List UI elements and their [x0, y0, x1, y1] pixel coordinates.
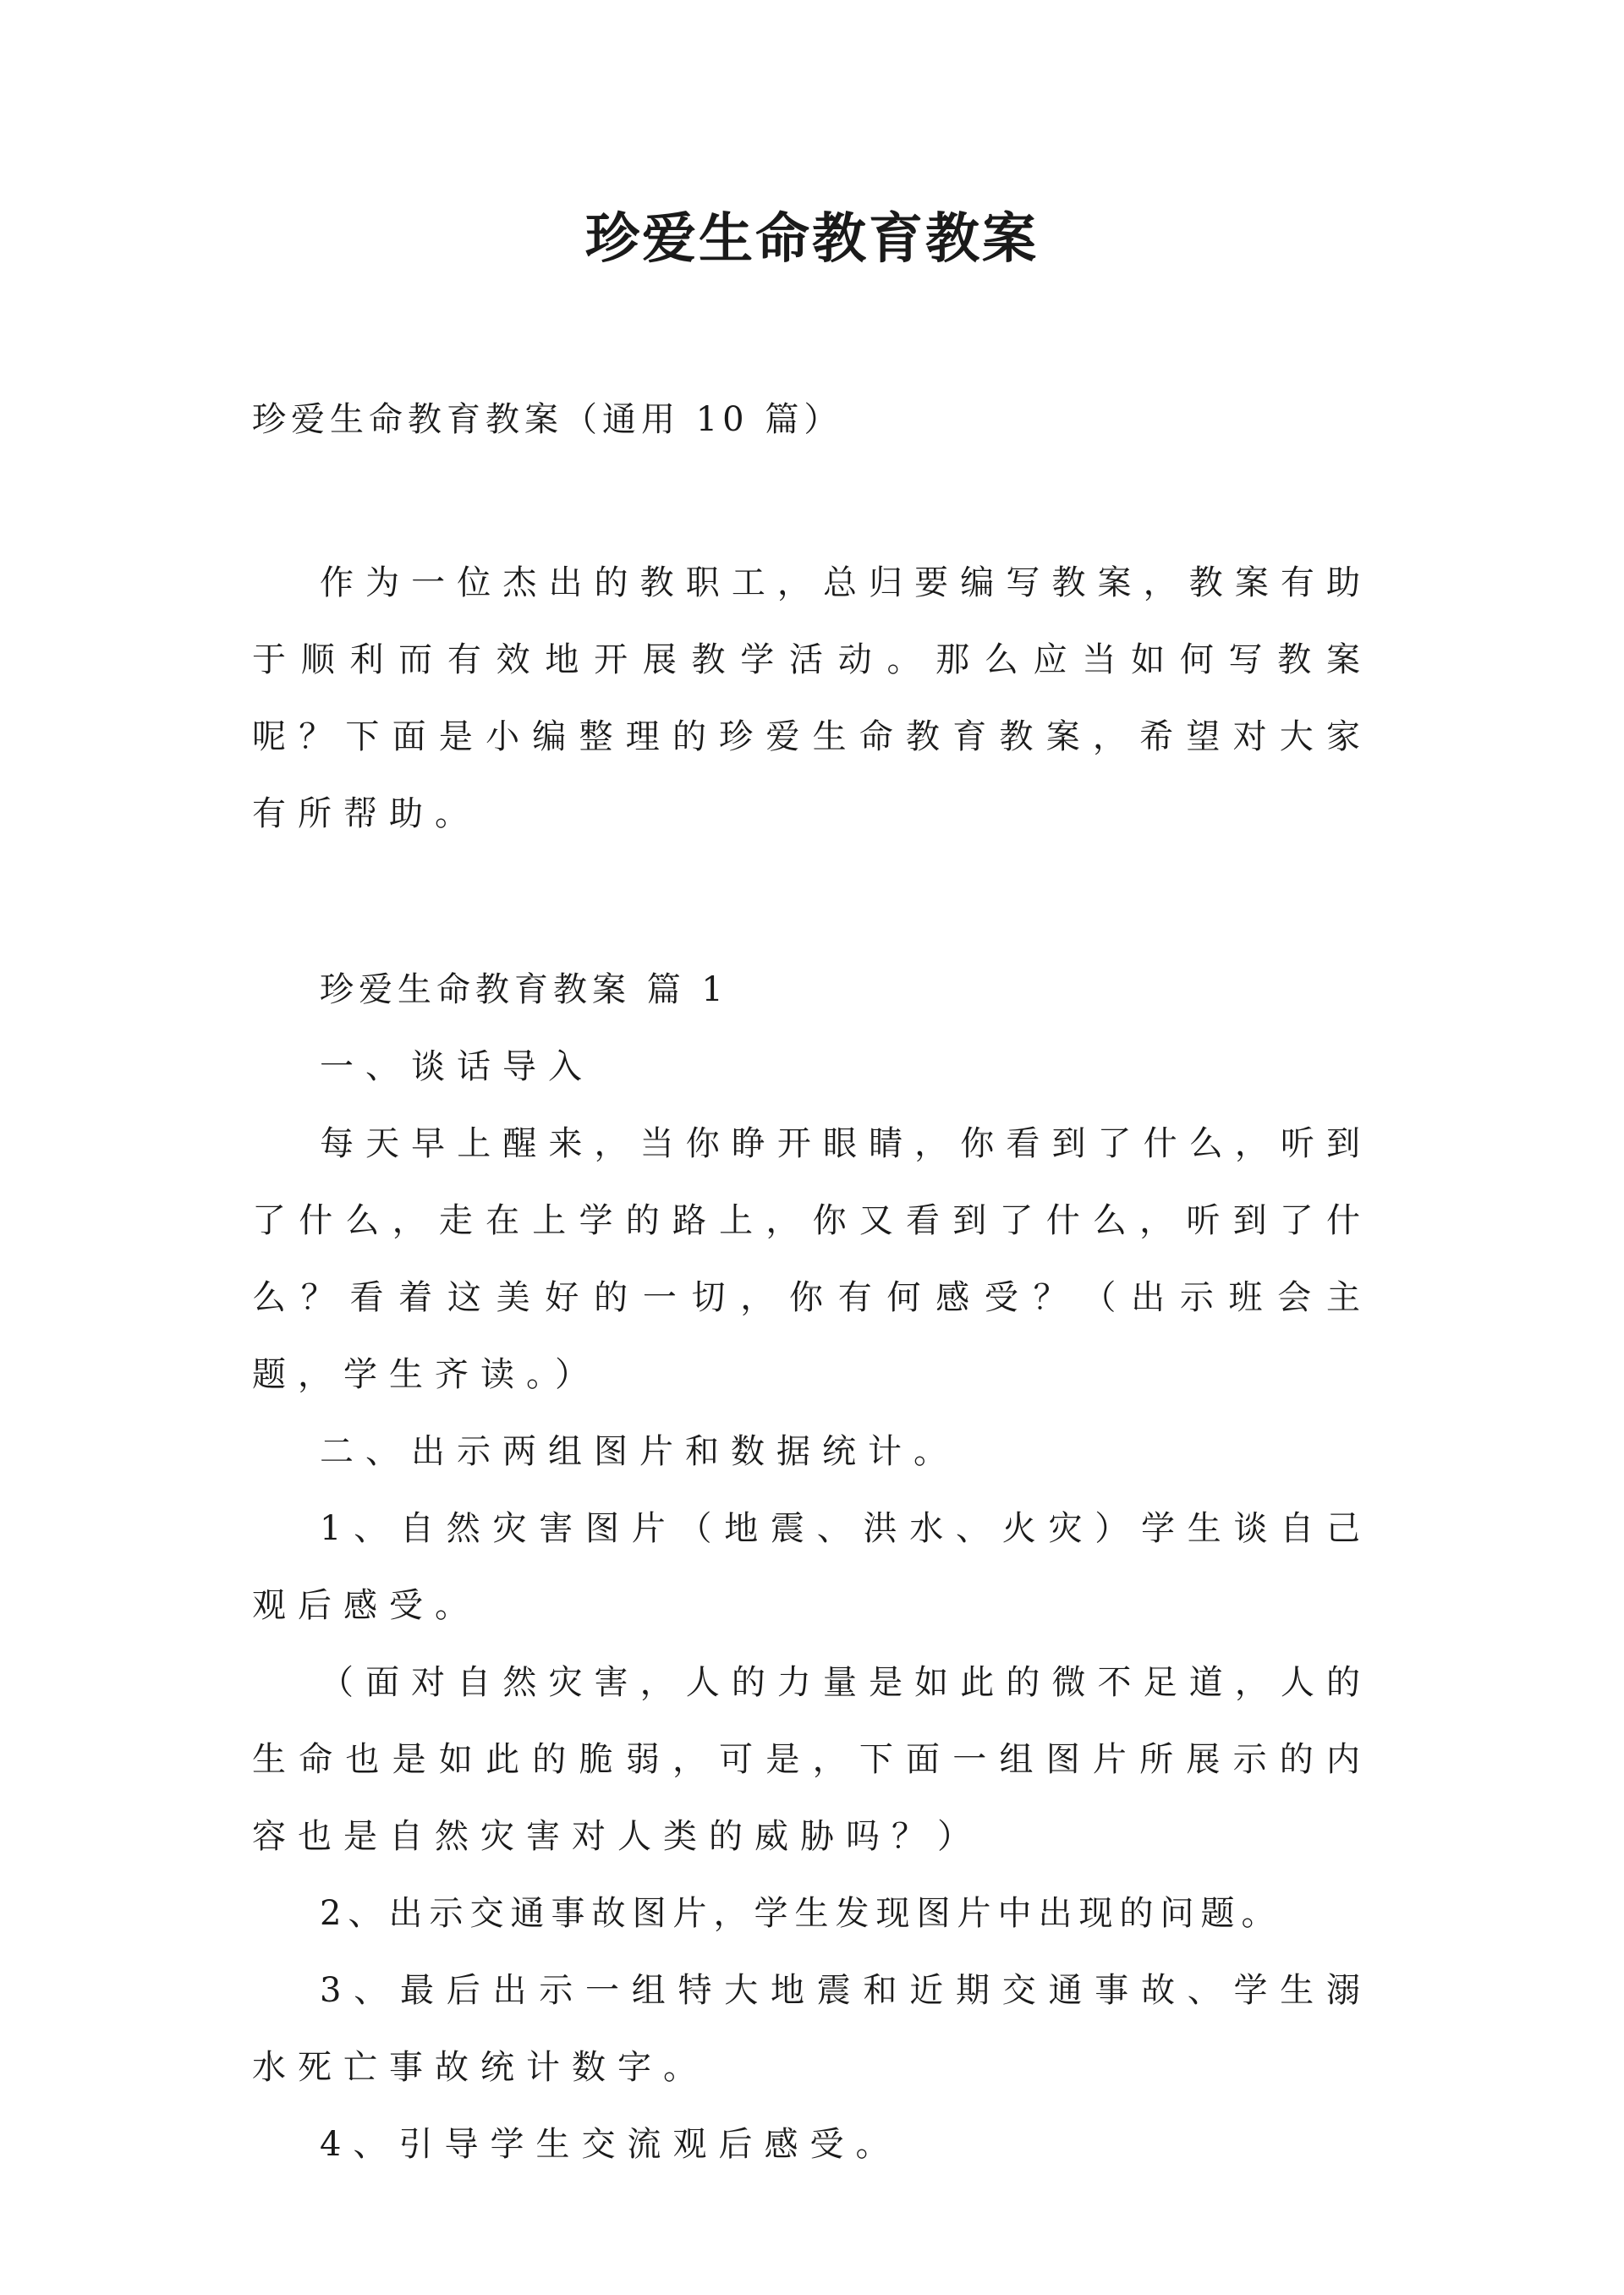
paragraph-disaster-note: （面对自然灾害，人的力量是如此的微不足道，人的生命也是如此的脆弱，可是，下面一组图片所展示的内容也是自然灾害对人类的威胁吗？） [252, 1663, 1372, 1856]
document-subtitle: 珍爱生命教育教案（通用 10 篇） [252, 400, 843, 439]
section-heading: 珍爱生命教育教案 篇 1 [320, 970, 728, 1009]
paragraph-statistics: 3、最后出示一组特大地震和近期交通事故、学生溺水死亡事故统计数字。 [252, 1971, 1372, 2087]
paragraph-show-pictures: 二、出示两组图片和数据统计。 [320, 1432, 959, 1471]
paragraph-traffic-accident: 2、出示交通事故图片，学生发现图片中出现的问题。 [320, 1894, 1282, 1933]
document-title: 珍爱生命教育教案 [585, 208, 1039, 271]
paragraph-natural-disaster: 1、自然灾害图片（地震、洪水、火灾）学生谈自己观后感受。 [252, 1509, 1372, 1625]
intro-paragraph: 作为一位杰出的教职工，总归要编写教案，教案有助于顺利而有效地开展教学活动。那么应当如何写教案呢？下面是小编整理的珍爱生命教育教案，希望对大家有所帮助。 [252, 563, 1372, 833]
paragraph-morning: 每天早上醒来，当你睁开眼睛，你看到了什么，听到了什么，走在上学的路上，你又看到了什么，听到了什么？看着这美好的一切，你有何感受？（出示班会主题，学生齐读。） [252, 1124, 1372, 1394]
paragraph-share-feelings: 4、引导学生交流观后感受。 [320, 2125, 902, 2164]
paragraph-talk-intro: 一、谈话导入 [320, 1047, 594, 1086]
